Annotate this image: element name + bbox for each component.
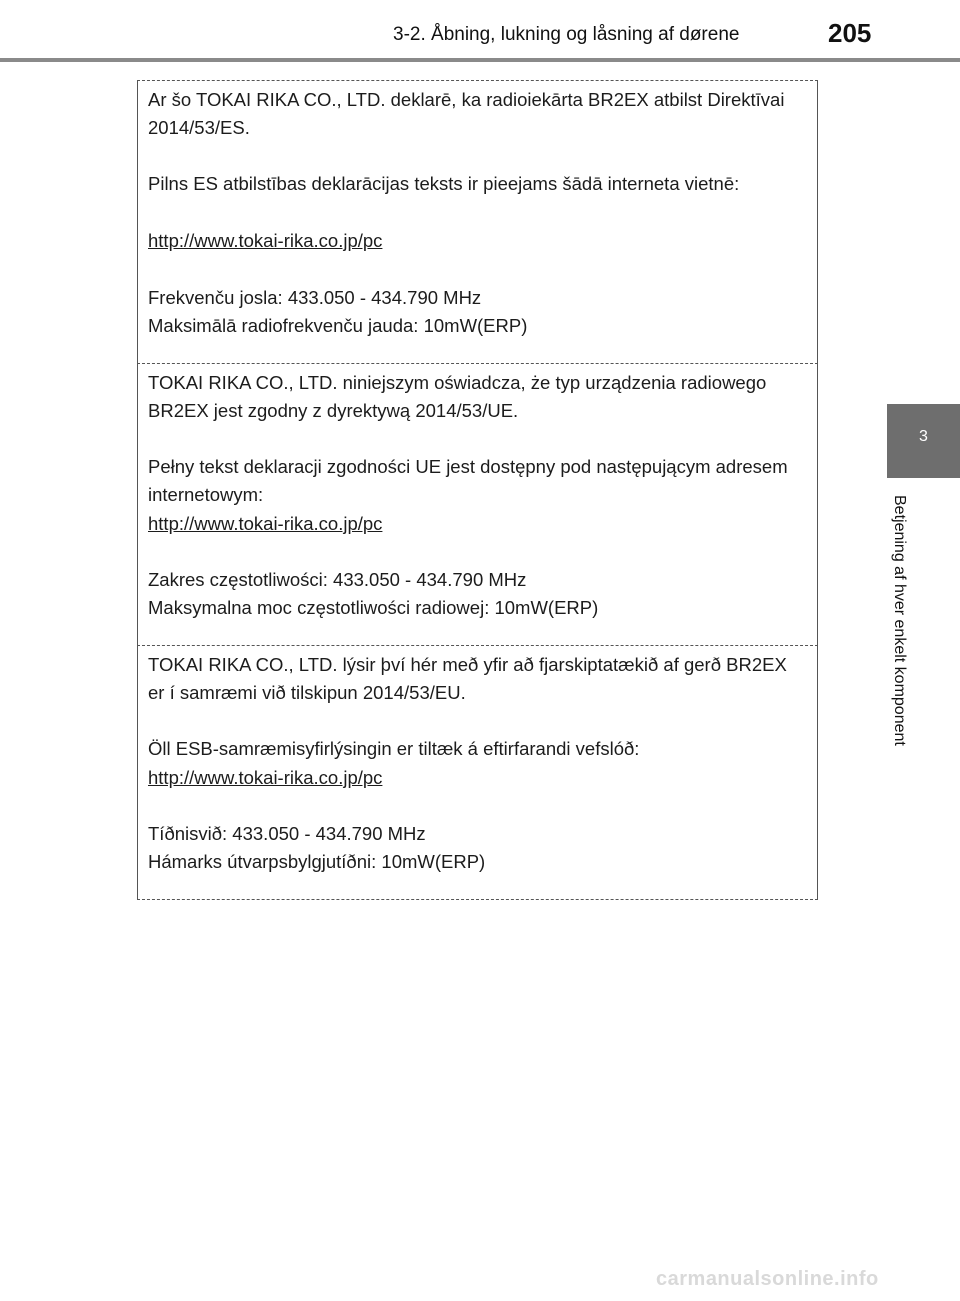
- watermark: carmanualsonline.info: [656, 1268, 879, 1290]
- section-divider-2: [137, 645, 818, 646]
- max-power: Maksimālā radiofrekvenču jauda: 10mW(ERP): [148, 315, 528, 336]
- url-line: [148, 510, 788, 538]
- full-text-note: Pełny tekst deklaracji zgodności UE jest dostępny pod następującym adresem internetowym:: [148, 456, 788, 505]
- declaration-url-link[interactable]: http://www.tokai-rika.co.jp/pc: [148, 230, 383, 251]
- frequency-band: Tíðnisvið: 433.050 - 434.790 MHz: [148, 823, 426, 844]
- url-line: [148, 227, 788, 255]
- max-power: Maksymalna moc częstotliwości radiowej: 10mW(ERP): [148, 597, 599, 618]
- declaration-text: TOKAI RIKA CO., LTD. niniejszym oświadcza, że typ urządzenia radiowego BR2EX jest zgodny z dyrektywą 2014/53/UE.: [148, 372, 767, 421]
- frequency-band: Zakres częstotliwości: 433.050 - 434.790 MHz: [148, 569, 527, 590]
- chapter-tab: [887, 404, 960, 478]
- declaration-url-link[interactable]: http://www.tokai-rika.co.jp/pc: [148, 513, 383, 534]
- page-number: 205: [828, 18, 872, 48]
- header-rule: [0, 58, 960, 62]
- max-power: Hámarks útvarpsbylgjutíðni: 10mW(ERP): [148, 851, 486, 872]
- declaration-text: TOKAI RIKA CO., LTD. lýsir því hér með yfir að fjarskiptatækið af gerð BR2EX er í samræmi við tilskipun 2014/53/EU.: [148, 654, 787, 703]
- box-bottom-divider: [137, 899, 818, 900]
- full-text-note: Öll ESB-samræmisyfirlýsingin er tiltæk á eftirfarandi vefslóð:: [148, 738, 640, 759]
- declaration-text: Ar šo TOKAI RIKA CO., LTD. deklarē, ka radioiekārta BR2EX atbilst Direktīvai 2014/53/ES.: [148, 89, 785, 138]
- chapter-number: 3: [919, 428, 928, 445]
- url-line: [148, 764, 788, 792]
- full-text-note: Pilns ES atbilstības deklarācijas teksts ir pieejams šādā interneta vietnē:: [148, 173, 740, 194]
- section-divider-1: [137, 363, 818, 364]
- frequency-band: Frekvenču josla: 433.050 - 434.790 MHz: [148, 287, 482, 308]
- chapter-title: Betjening af hver enkelt komponent: [891, 495, 908, 746]
- declaration-url-link[interactable]: http://www.tokai-rika.co.jp/pc: [148, 767, 383, 788]
- header-title: 3-2. Åbning, lukning og låsning af dørene: [393, 24, 740, 45]
